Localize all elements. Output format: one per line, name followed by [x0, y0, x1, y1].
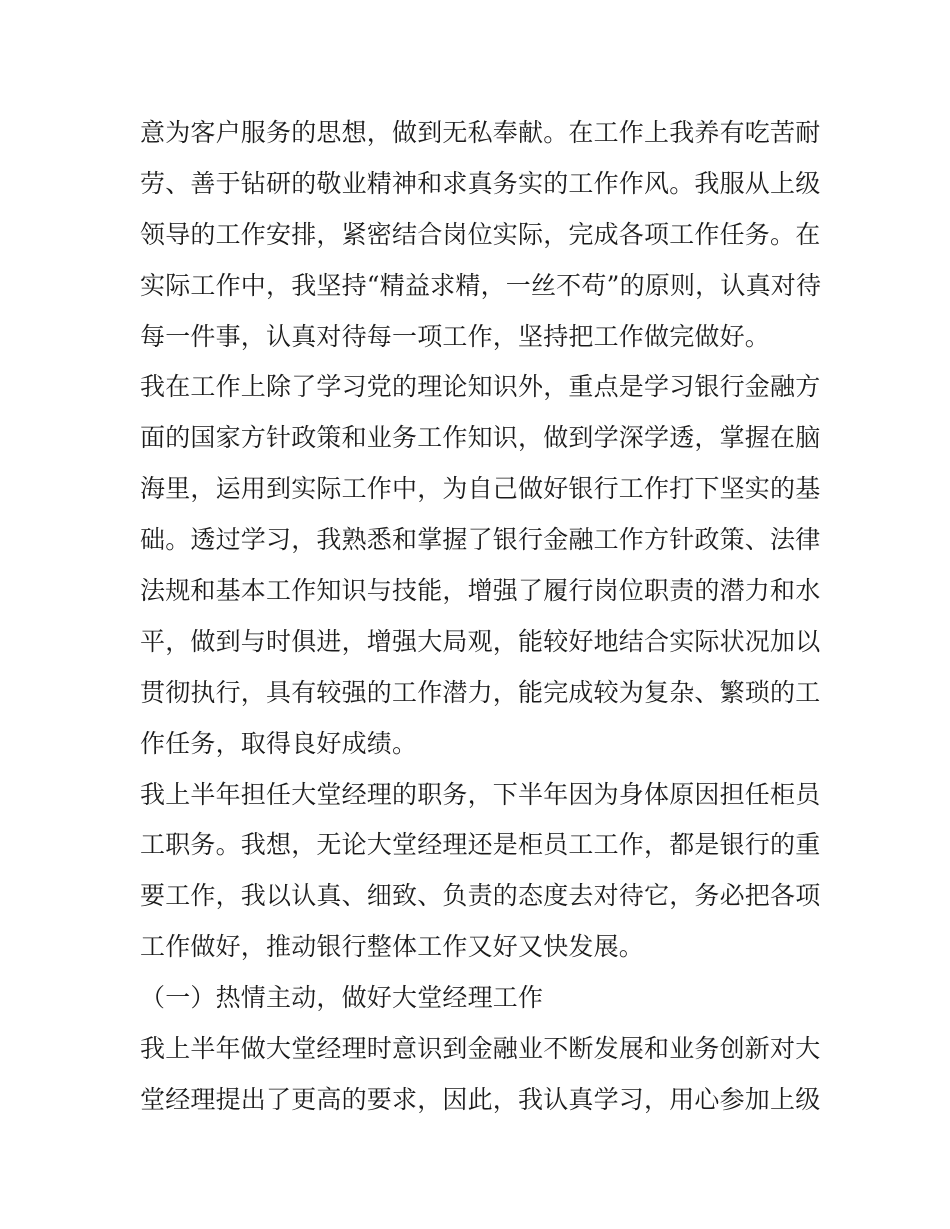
text-line: 领导的工作安排，紧密结合岗位实际，完成各项工作任务。在	[140, 219, 821, 249]
text-line: 意为客户服务的思想，做到无私奉献。在工作上我养有吃苦耐	[140, 118, 821, 147]
text-line: 法规和基本工作知识与技能，增强了履行岗位职责的潜力和水	[140, 576, 821, 606]
text-line: 我上半年做大堂经理时意识到金融业不断发展和业务创新对大	[140, 1034, 821, 1064]
text-line: 我上半年担任大堂经理的职务，下半年因为身体原因担任柜员	[140, 779, 821, 809]
text-line: 贯彻执行，具有较强的工作潜力，能完成较为复杂、繁琐的工	[140, 677, 821, 707]
text-line: 平，做到与时俱进，增强大局观，能较好地结合实际状况加以	[140, 626, 821, 656]
text-line: 面的国家方针政策和业务工作知识，做到学深学透，掌握在脑	[140, 423, 821, 453]
text-line: 海里，运用到实际工作中，为自己做好银行工作打下坚实的基	[140, 474, 821, 504]
text-line: 础。透过学习，我熟悉和掌握了银行金融工作方针政策、法律	[140, 525, 821, 555]
text-line: 堂经理提出了更高的要求，因此，我认真学习，用心参加上级	[140, 1084, 821, 1114]
text-line: 实际工作中，我坚持“精益求精，一丝不苟”的原则，认真对待	[140, 270, 822, 300]
text-line: 我在工作上除了学习党的理论知识外，重点是学习银行金融方	[140, 372, 821, 402]
text-line: 工职务。我想，无论大堂经理还是柜员工工作，都是银行的重	[140, 830, 821, 860]
section-heading: （一）热情主动，做好大堂经理工作	[140, 983, 544, 1013]
document-body	[140, 108, 822, 1126]
text-line: 劳、善于钻研的敬业精神和求真务实的工作作风。我服从上级	[140, 168, 821, 198]
text-line: 每一件事，认真对待每一项工作，坚持把工作做完做好。	[140, 321, 771, 351]
text-line: 作任务，取得良好成绩。	[140, 728, 418, 758]
text-line: 要工作，我以认真、细致、负责的态度去对待它，务必把各项	[140, 881, 821, 911]
text-line: 工作做好，推动银行整体工作又好又快发展。	[140, 932, 645, 962]
